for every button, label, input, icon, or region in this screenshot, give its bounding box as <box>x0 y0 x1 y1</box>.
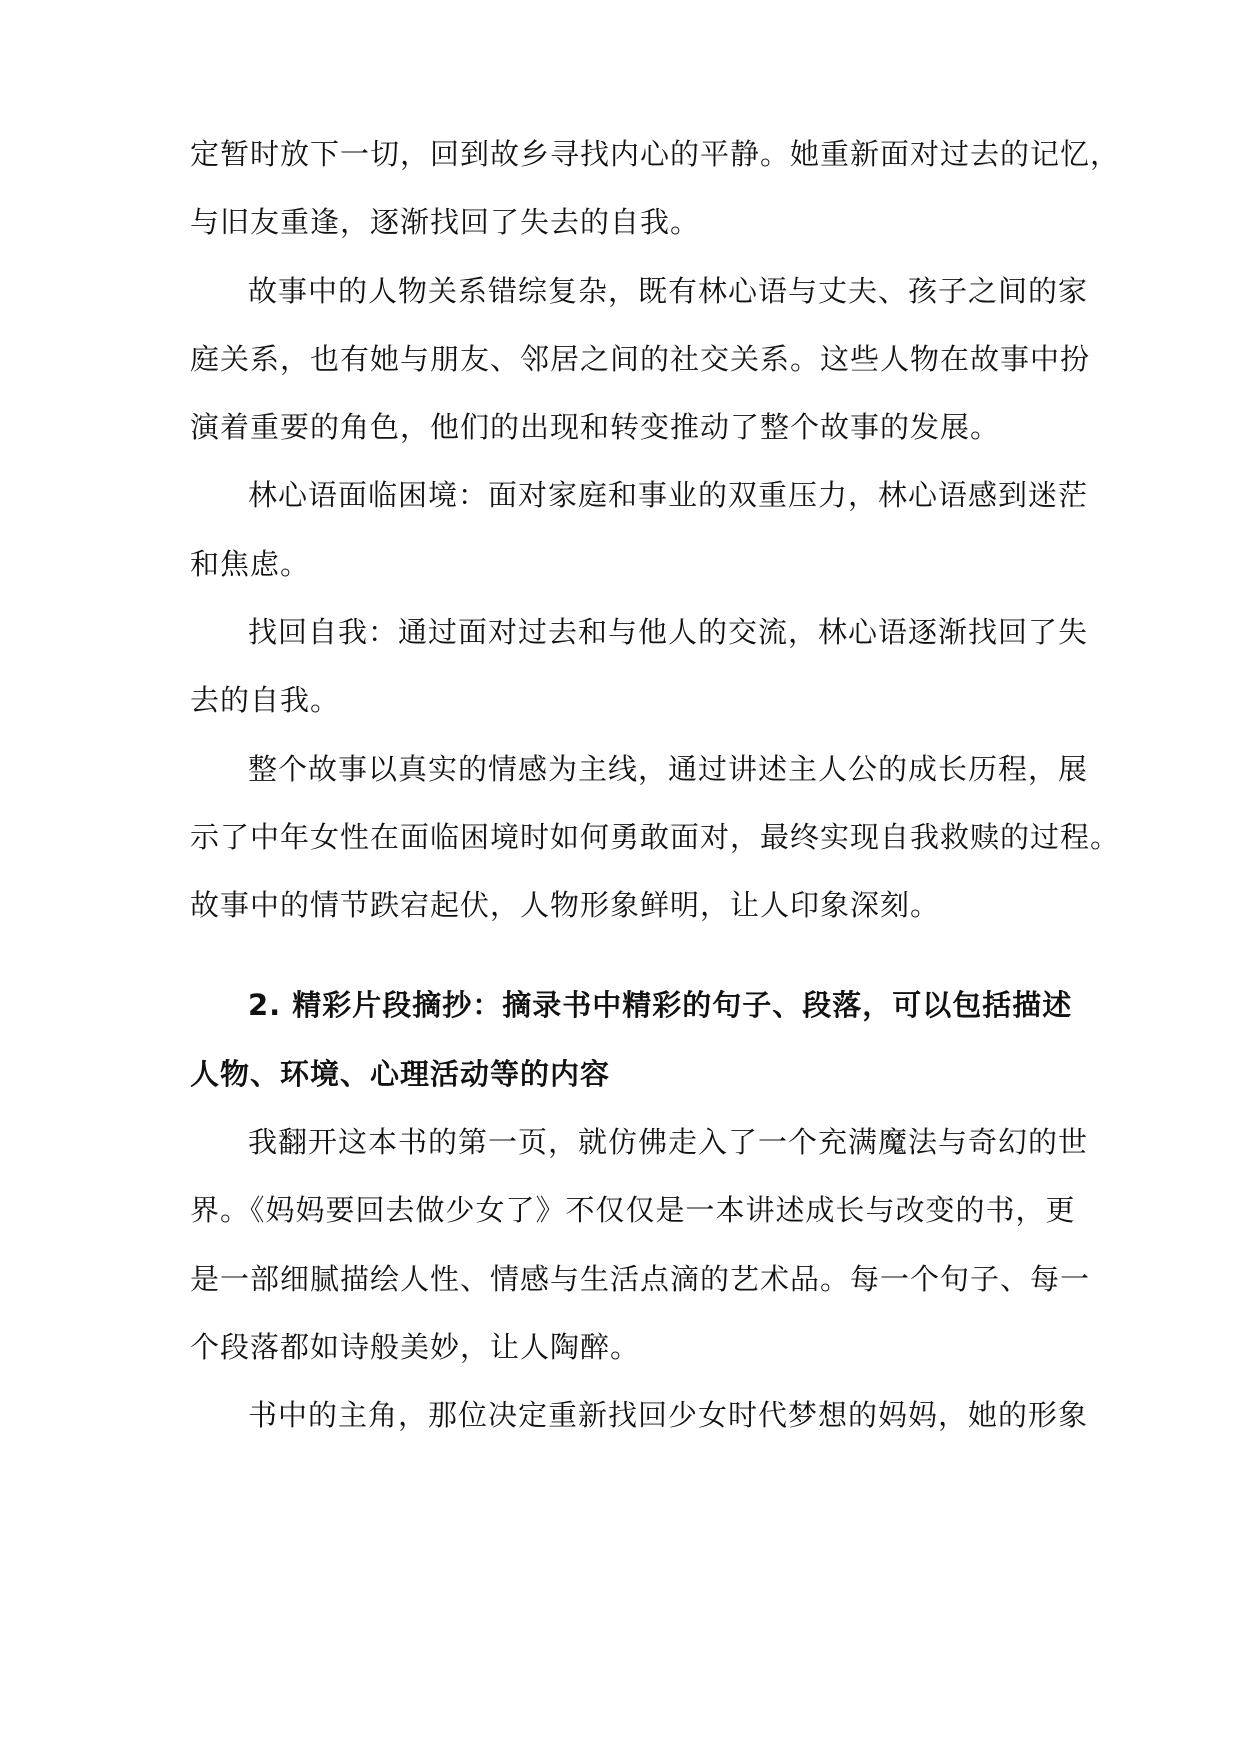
text-line: 是一部细腻描绘人性、情感与生活点滴的艺术品。每一个句子、每一 <box>190 1262 1091 1296</box>
text-line: 界。《妈妈要回去做少女了》不仅仅是一本讲述成长与改变的书，更 <box>190 1193 1076 1227</box>
text-line: 演着重要的角色，他们的出现和转变推动了整个故事的发展。 <box>190 410 1001 444</box>
text-line: 我翻开这本书的第一页，就仿佛走入了一个充满魔法与奇幻的世 <box>248 1125 1089 1159</box>
text-line: 林心语面临困境：面对家庭和事业的双重压力，林心语感到迷茫 <box>248 478 1089 512</box>
text-line: 和焦虑。 <box>190 547 311 581</box>
text-line: 个段落都如诗般美妙，让人陶醉。 <box>190 1330 641 1364</box>
text-line: 与旧友重逢，逐渐找回了失去的自我。 <box>190 205 701 239</box>
text-line: 书中的主角，那位决定重新找回少女时代梦想的妈妈，她的形象 <box>248 1398 1089 1432</box>
text-line: 找回自我：通过面对过去和与他人的交流，林心语逐渐找回了失 <box>248 615 1089 649</box>
text-line: 去的自我。 <box>190 683 341 717</box>
text-line: 示了中年女性在面临困境时如何勇敢面对，最终实现自我救赎的过程。 <box>190 820 1121 854</box>
section-heading: 人物、环境、心理活动等的内容 <box>190 1057 611 1091</box>
text-line: 庭关系，也有她与朋友、邻居之间的社交关系。这些人物在故事中扮 <box>190 342 1091 376</box>
text-line: 故事中的情节跌宕起伏，人物形象鲜明，让人印象深刻。 <box>190 888 941 922</box>
text-line: 整个故事以真实的情感为主线，通过讲述主人公的成长历程，展 <box>248 752 1089 786</box>
section-heading: 2. 精彩片段摘抄：摘录书中精彩的句子、段落，可以包括描述 <box>248 988 1073 1022</box>
text-line: 故事中的人物关系错综复杂，既有林心语与丈夫、孩子之间的家 <box>248 274 1089 308</box>
text-line: 定暂时放下一切，回到故乡寻找内心的平静。她重新面对过去的记忆， <box>190 137 1121 171</box>
